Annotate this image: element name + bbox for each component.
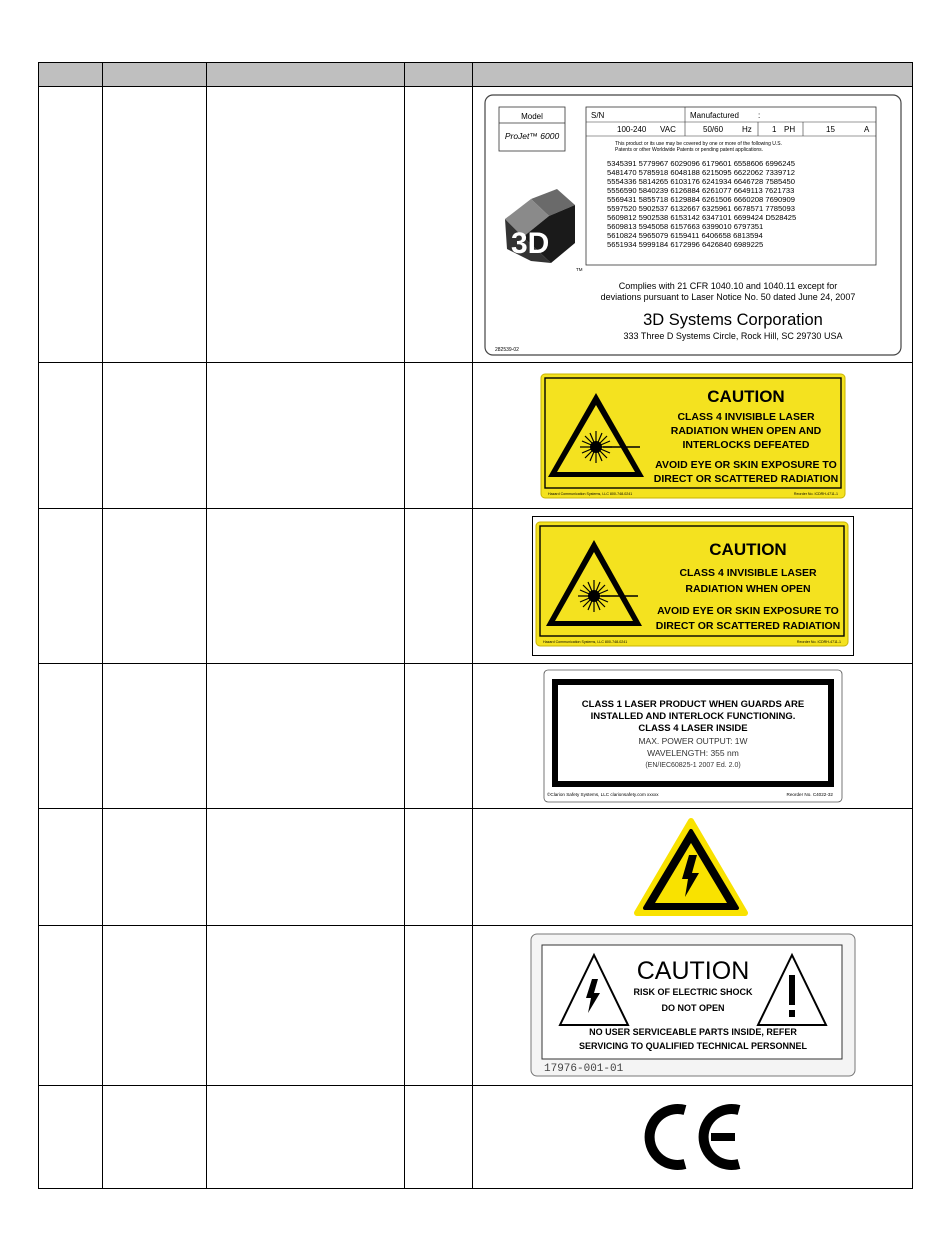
caution-title: CAUTION xyxy=(706,386,785,406)
electric-hazard-triangle-icon xyxy=(633,817,749,917)
table-row xyxy=(39,1086,913,1189)
avoid-line: AVOID EYE OR SKIN EXPOSURE TO xyxy=(654,458,837,471)
table-cell xyxy=(39,664,103,809)
patent-note: Patents or other Worldwide Patents or pending patent applications. xyxy=(614,146,763,153)
class1-line: (EN/IEC60825-1 2007 Ed. 2.0) xyxy=(644,762,741,769)
class1-line: INSTALLED AND INTERLOCK FUNCTIONING. xyxy=(590,711,795,722)
caution-laser-label xyxy=(540,373,846,499)
table-cell xyxy=(103,664,207,809)
caution-line: INTERLOCKS DEFEATED xyxy=(682,438,809,451)
current-value: 15 xyxy=(825,124,835,134)
label-footer: ©Clarion Safety Systems, LLC clarionsafety.com xxxxx xyxy=(546,792,659,797)
label-footer: Reorder No. C4022-32 xyxy=(786,792,833,797)
label-image-cell xyxy=(473,363,913,509)
table-header-row xyxy=(39,63,913,87)
table-cell xyxy=(39,363,103,509)
patent-line: 5609812 5902538 6153142 6347101 6699424 D528425 xyxy=(606,212,796,222)
label-image-cell xyxy=(473,509,913,664)
table-cell xyxy=(405,926,473,1086)
patent-line: 5481470 5785918 6048188 6215095 6622062 7339712 xyxy=(606,167,795,177)
class1-line: WAVELENGTH: 355 nm xyxy=(646,748,739,758)
patent-line: 5597520 5902537 6132667 6325961 6678571 7785093 xyxy=(606,203,795,213)
shock-line: DO NOT OPEN xyxy=(660,1002,725,1013)
company-address: 333 Three D Systems Circle, Rock Hill, SC 29730 USA xyxy=(623,330,842,341)
label-image-cell xyxy=(473,926,913,1086)
class1-line: MAX. POWER OUTPUT: 1W xyxy=(637,736,748,746)
caution-line: RADIATION WHEN OPEN AND xyxy=(670,424,821,437)
shock-line: SERVICING TO QUALIFIED TECHNICAL PERSONNEL xyxy=(578,1040,807,1051)
avoid-line: DIRECT OR SCATTERED RADIATION xyxy=(653,472,838,485)
phase-value: 1 xyxy=(771,124,776,134)
company-name: 3D Systems Corporation xyxy=(642,310,823,329)
table-cell xyxy=(207,664,405,809)
table-cell xyxy=(207,87,405,363)
part-number: 282539-02 xyxy=(494,346,519,353)
ce-mark-icon xyxy=(635,1102,745,1172)
product-label xyxy=(483,93,903,357)
table-cell xyxy=(103,87,207,363)
table-cell xyxy=(207,509,405,664)
label-footer: Hazard Communication Systems, LLC 800-748-0241 xyxy=(542,640,627,644)
table-cell xyxy=(405,509,473,664)
manufactured-label: Manufactured xyxy=(689,110,739,120)
table-cell xyxy=(207,926,405,1086)
table-row xyxy=(39,87,913,363)
frequency-unit: Hz xyxy=(741,124,752,134)
table-row xyxy=(39,664,913,809)
label-image-cell xyxy=(473,664,913,809)
table-cell xyxy=(207,809,405,926)
trademark-mark: TM xyxy=(575,266,582,272)
table-row xyxy=(39,809,913,926)
patent-line: 5569431 5855718 6129884 6261506 6660208 7690909 xyxy=(606,194,795,204)
caution-laser-label xyxy=(532,516,854,656)
header-cell xyxy=(207,63,405,87)
patent-line: 5651934 5999184 6172996 6426840 6989225 xyxy=(606,239,763,249)
patent-line: 5554336 5814265 6103176 6241934 6646728 7585450 xyxy=(606,176,795,186)
patent-line: 5610824 5965079 6159411 6406658 6813594 xyxy=(606,230,763,240)
svg-text:3D: 3D xyxy=(510,226,549,260)
table-row xyxy=(39,926,913,1086)
header-cell xyxy=(39,63,103,87)
compliance-text: Complies with 21 CFR 1040.10 and 1040.11 except for xyxy=(618,280,837,291)
table-cell xyxy=(405,87,473,363)
caution-line: CLASS 4 INVISIBLE LASER xyxy=(678,567,817,579)
header-cell xyxy=(405,63,473,87)
safety-labels-table xyxy=(38,62,913,1189)
phase-unit: PH xyxy=(783,124,795,134)
header-cell xyxy=(473,63,913,87)
shock-line: NO USER SERVICEABLE PARTS INSIDE, REFER xyxy=(588,1026,797,1037)
caution-title: CAUTION xyxy=(708,540,787,559)
model-value: ProJet™ 6000 xyxy=(504,130,559,141)
electric-shock-caution-label xyxy=(530,933,856,1079)
patent-line: 5345391 5779967 6029096 6179601 6558606 6996245 xyxy=(606,158,795,168)
compliance-text: deviations pursuant to Laser Notice No. 50 dated June 24, 2007 xyxy=(600,291,855,302)
label-footer: Reorder No. ICDRH-4711-1 xyxy=(796,640,841,644)
class1-laser-label xyxy=(543,669,843,803)
label-footer: Reorder No. ICDRH-4711-1 xyxy=(793,491,838,496)
table-row xyxy=(39,363,913,509)
table-cell xyxy=(405,363,473,509)
table-cell xyxy=(103,1086,207,1189)
table-cell xyxy=(39,809,103,926)
caution-line: RADIATION WHEN OPEN xyxy=(684,583,811,595)
table-row xyxy=(39,509,913,664)
header-cell xyxy=(103,63,207,87)
avoid-line: DIRECT OR SCATTERED RADIATION xyxy=(655,620,840,632)
caution-line: CLASS 4 INVISIBLE LASER xyxy=(676,410,815,423)
table-cell xyxy=(39,87,103,363)
label-footer: Hazard Communication Systems, LLC 800-748-0241 xyxy=(547,491,632,496)
shock-line: RISK OF ELECTRIC SHOCK xyxy=(632,986,753,997)
table-cell xyxy=(405,809,473,926)
table-cell xyxy=(405,1086,473,1189)
frequency-value: 50/60 xyxy=(702,124,723,134)
label-image-cell xyxy=(473,1086,913,1189)
table-cell xyxy=(207,1086,405,1189)
manufactured-separator: : xyxy=(757,110,760,120)
class1-line: CLASS 1 LASER PRODUCT WHEN GUARDS ARE xyxy=(581,699,804,710)
table-cell xyxy=(39,509,103,664)
avoid-line: AVOID EYE OR SKIN EXPOSURE TO xyxy=(656,605,839,617)
voltage-value: 100-240 xyxy=(616,124,646,134)
table-cell xyxy=(207,363,405,509)
table-cell xyxy=(103,363,207,509)
label-image-cell xyxy=(473,87,913,363)
table-cell xyxy=(405,664,473,809)
class1-line: CLASS 4 LASER INSIDE xyxy=(637,723,748,734)
table-cell xyxy=(39,926,103,1086)
voltage-unit: VAC xyxy=(659,124,676,134)
table-cell xyxy=(103,809,207,926)
part-number: 17976-001-01 xyxy=(543,1062,623,1075)
current-unit: A xyxy=(863,124,869,134)
table-cell xyxy=(103,509,207,664)
model-label: Model xyxy=(520,111,543,121)
patent-line: 5556590 5840239 6126884 6261077 6649113 7621733 xyxy=(606,185,794,195)
table-cell xyxy=(39,1086,103,1189)
label-image-cell xyxy=(473,809,913,926)
patent-line: 5609813 5945058 6157663 6399010 6797351 xyxy=(606,221,763,231)
caution-title: CAUTION xyxy=(636,956,749,985)
patent-note: This product or its use may be covered by one or more of the following U.S. xyxy=(614,140,782,147)
sn-label: S/N xyxy=(590,110,604,120)
table-cell xyxy=(103,926,207,1086)
